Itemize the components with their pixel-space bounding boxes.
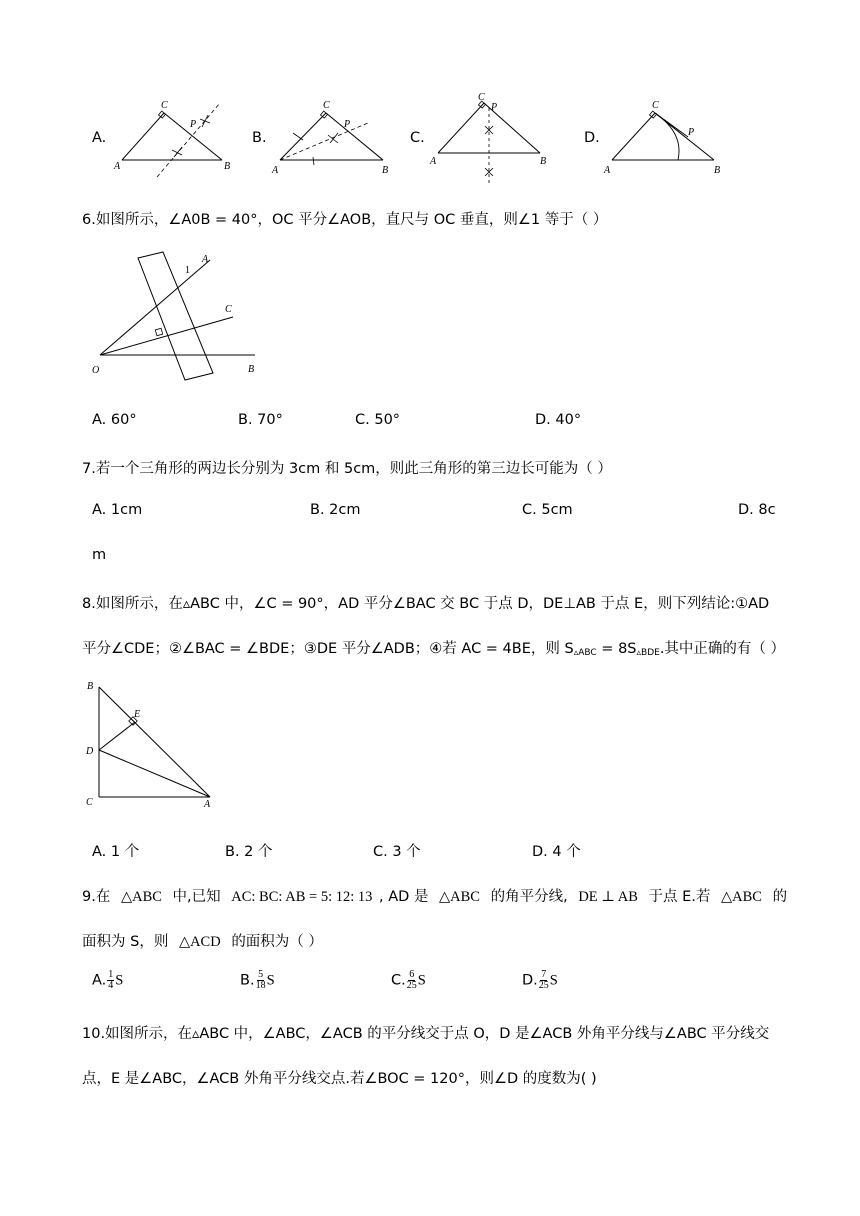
q5d-pt-b: B — [714, 165, 721, 176]
q9-p5: , AD 是 — [378, 889, 429, 905]
q9-option-c[interactable]: C. $\frac{6}{25}$ S — [391, 969, 426, 991]
q9-option-d[interactable]: D. $\frac{7}{25}$ S — [522, 969, 558, 991]
q8-line2 — [82, 637, 785, 658]
q5a-pt-a: A — [114, 161, 121, 172]
q8-pt-c: C — [86, 797, 93, 808]
q9-option-b[interactable]: B. $\frac{5}{18}$ S — [240, 969, 275, 991]
q5-figure-c — [428, 88, 558, 188]
q6-option-b[interactable]: B. 70° — [238, 412, 283, 428]
q8-line1: 8.如图所示，在▵ABC 中，∠C = 90°，AD 平分∠BAC 交 BC 于点 D，DE⊥AB 于点 E，则下列结论:①AD — [82, 596, 770, 612]
q9-line2-b: △ACD — [178, 934, 221, 950]
q8-option-a[interactable]: A. 1 个 — [92, 844, 140, 860]
q7-text: 7.若一个三角形的两边长分别为 3cm 和 5cm，则此三角形的第三边长可能为（ ） — [82, 461, 612, 477]
q6-pt-a: A — [202, 254, 209, 265]
q9-option-a[interactable]: A. $\frac{1}{4}$ S — [92, 969, 124, 991]
q6-text: 6.如图所示，∠A0B = 40°，OC 平分∠AOB，直尺与 OC 垂直，则∠1 等于（ ） — [82, 212, 608, 228]
q5-option-a-label[interactable]: A. — [92, 130, 107, 146]
q6-pt-b: B — [248, 364, 255, 375]
q10-line1: 10.如图所示，在▵ABC 中，∠ABC，∠ACB 的平分线交于点 O，D 是∠ACB 外角平分线与∠ABC 平分线交 — [82, 1026, 770, 1042]
q8-line2-sub1: ▵ABC — [573, 648, 597, 658]
q8-option-c[interactable]: C. 3 个 — [373, 844, 421, 860]
q6-option-d[interactable]: D. 40° — [535, 412, 582, 428]
q6-option-c[interactable]: C. 50° — [355, 412, 401, 428]
q7-option-b[interactable]: B. 2cm — [310, 502, 361, 518]
q5d-pt-a: A — [604, 165, 611, 176]
q5c-pt-a: A — [430, 156, 437, 167]
q5b-pt-p: P — [344, 119, 351, 130]
q5-option-d-label[interactable]: D. — [584, 130, 600, 146]
q8-line2-sub2: ▵BDE — [636, 648, 660, 658]
q5c-pt-b: B — [540, 156, 547, 167]
q5b-pt-a: A — [272, 165, 279, 176]
q9-p1: 9.在 — [82, 889, 111, 905]
q5d-pt-p: P — [688, 127, 695, 138]
q5-figure-d — [602, 95, 732, 180]
q8-pt-a: A — [204, 799, 211, 810]
q5d-pt-c: C — [652, 100, 659, 111]
q9-line2 — [82, 930, 323, 951]
q5b-pt-c: C — [323, 100, 330, 111]
q8-option-d[interactable]: D. 4 个 — [532, 844, 581, 860]
q8-figure — [82, 672, 222, 812]
q5b-pt-b: B — [382, 165, 389, 176]
q8-line2-c: .其中正确的有（ ） — [659, 641, 786, 657]
q5-figure-a — [112, 95, 237, 180]
q6-angle-1: 1 — [185, 265, 190, 276]
q7-option-c[interactable]: C. 5cm — [522, 502, 573, 518]
q9-p3: 中,已知 — [172, 889, 221, 905]
q7-option-a[interactable]: A. 1cm — [92, 502, 143, 518]
q5c-pt-p: P — [491, 102, 498, 113]
q7-option-d[interactable]: D. 8c — [738, 502, 776, 518]
q10-line2: 点，E 是∠ABC，∠ACB 外角平分线交点.若∠BOC = 120°，则∠D 的度数为( ) — [82, 1071, 597, 1087]
q9-p9: 于点 E.若 — [648, 889, 711, 905]
q9-p7: 的角平分线, — [490, 889, 568, 905]
q6-option-a[interactable]: A. 60° — [92, 412, 137, 428]
q5a-pt-c: C — [161, 100, 168, 111]
q8-option-b[interactable]: B. 2 个 — [225, 844, 273, 860]
q5-figure-b — [268, 95, 398, 180]
q9-line2-a: 面积为 S，则 — [82, 934, 169, 950]
q6-pt-c: C — [225, 304, 232, 315]
q8-pt-d: D — [86, 746, 94, 757]
q6-pt-o: O — [92, 365, 100, 376]
q5-option-b-label[interactable]: B. — [252, 130, 267, 146]
q6-figure — [85, 245, 275, 385]
q5c-pt-c: C — [478, 92, 485, 103]
q8-pt-e: E — [134, 709, 141, 720]
q9-p10: △ABC — [720, 889, 762, 905]
q5a-pt-p: P — [190, 119, 197, 130]
q8-pt-b: B — [87, 681, 94, 692]
q9-line2-c: 的面积为（ ） — [231, 934, 323, 950]
q8-line2-a: 平分∠CDE；②∠BAC = ∠BDE；③DE 平分∠ADB；④若 AC = 4BE，则 S — [82, 641, 574, 657]
q9-line1 — [82, 885, 787, 906]
q7-option-d-wrap: m — [92, 547, 107, 563]
q9-p2: △ABC — [120, 889, 162, 905]
q8-line2-b: = 8S — [596, 641, 637, 657]
q9-p6: △ABC — [439, 889, 480, 905]
q9-p11: 的 — [772, 889, 788, 905]
q5a-pt-b: B — [224, 161, 231, 172]
q9-p4: AC: BC: AB = 5: 12: 13 — [231, 889, 373, 905]
q5-option-c-label[interactable]: C. — [410, 130, 425, 146]
q9-p8: DE ⊥ AB — [578, 889, 638, 905]
